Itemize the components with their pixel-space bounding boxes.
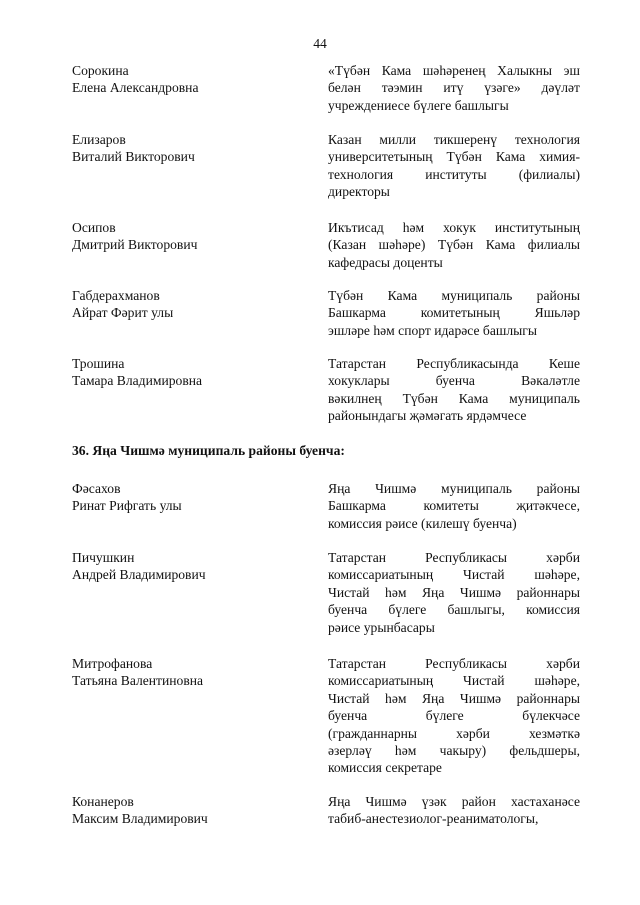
- role-line: эшләре һәм спорт идарәсе башлыгы: [328, 322, 537, 338]
- role-line: технология институты (филиалы): [328, 166, 580, 182]
- position-description: [328, 480, 580, 532]
- position-description: [328, 355, 580, 425]
- role-line: буенча бүлеге бүлекчәсе: [328, 708, 580, 724]
- role-line: Икътисад һәм хокук институтының: [328, 220, 580, 235]
- role-line: Яңа Чишмә үзәк район хастаханәсе: [328, 794, 580, 809]
- role-line: Башкарма комитеты җитәкчесе,: [328, 498, 580, 514]
- person-name: [72, 793, 302, 828]
- role-line: Татарстан Республикасы хәрби: [328, 656, 580, 671]
- role-line: директоры: [328, 184, 390, 200]
- role-line: буенча бүлеге башлыгы, комиссия: [328, 602, 580, 618]
- surname: Конанеров: [72, 794, 134, 809]
- role-line: комиссариатының Чистай шәһәре,: [328, 567, 580, 583]
- surname: Сорокина: [72, 63, 129, 78]
- role-line: университетының Түбән Кама химия-: [328, 149, 580, 165]
- given-names: Максим Владимирович: [72, 811, 208, 827]
- role-line: әзерләү һәм чакыру) фельдшеры,: [328, 743, 580, 759]
- surname: Габдерахманов: [72, 288, 160, 303]
- role-line: «Түбән Кама шәһәренең Халыкны эш: [328, 63, 580, 78]
- given-names: Андрей Владимирович: [72, 567, 206, 583]
- role-line: (гражданнарны хәрби хезмәткә: [328, 725, 580, 741]
- given-names: Виталий Викторович: [72, 149, 195, 165]
- role-line: белән тәэмин итү үзәге» дәүләт: [328, 80, 580, 96]
- section-heading: 36. Яңа Чишмә муниципаль районы буенча:: [72, 443, 345, 458]
- given-names: Айрат Фәрит улы: [72, 305, 174, 321]
- person-name: [72, 219, 302, 254]
- position-description: [328, 793, 580, 828]
- person-name: [72, 480, 302, 515]
- role-line: комиссия секретаре: [328, 760, 442, 776]
- person-name: [72, 355, 302, 390]
- given-names: Елена Александровна: [72, 80, 199, 96]
- surname: Елизаров: [72, 132, 126, 147]
- role-line: учреждениесе бүлеге башлыгы: [328, 97, 509, 113]
- role-line: Татарстан Республикасы хәрби: [328, 550, 580, 565]
- surname: Митрофанова: [72, 656, 153, 671]
- role-line: Татарстан Республикасында Кеше: [328, 356, 580, 371]
- role-line: кафедрасы доценты: [328, 254, 443, 270]
- role-line: Түбән Кама муниципаль районы: [328, 288, 580, 303]
- role-line: Чистай һәм Яңа Чишмә районнары: [328, 690, 580, 706]
- role-line: хокуклары буенча Вәкаләтле: [328, 373, 580, 389]
- role-line: (Казан шәһәре) Түбән Кама филиалы: [328, 237, 580, 253]
- position-description: [328, 62, 580, 114]
- role-line: вәкилнең Түбән Кама муниципаль: [328, 390, 580, 406]
- person-name: [72, 287, 302, 322]
- given-names: Татьяна Валентиновна: [72, 673, 204, 689]
- surname: Трошина: [72, 356, 125, 371]
- person-name: [72, 62, 302, 97]
- position-description: [328, 219, 580, 271]
- role-line: Чистай һәм Яңа Чишмә районнары: [328, 584, 580, 600]
- given-names: Тамара Владимировна: [72, 373, 203, 389]
- person-name: [72, 655, 302, 690]
- position-description: [328, 287, 580, 339]
- role-line: Башкарма комитетының Яшьләр: [328, 305, 580, 321]
- role-line: комиссия рәисе (килешү буенча): [328, 515, 517, 531]
- position-description: [328, 655, 580, 777]
- position-description: [328, 549, 580, 636]
- role-line: рәисе урынбасары: [328, 619, 435, 635]
- position-description: [328, 131, 580, 201]
- role-line: табиб-анестезиолог-реаниматологы,: [328, 811, 539, 827]
- given-names: Дмитрий Викторович: [72, 237, 198, 253]
- person-name: [72, 131, 302, 166]
- surname: Осипов: [72, 220, 116, 235]
- role-line: Яңа Чишмә муниципаль районы: [328, 481, 580, 496]
- surname: Фәсахов: [72, 481, 121, 496]
- surname: Пичушкин: [72, 550, 135, 565]
- page-number: 44: [313, 36, 327, 51]
- role-line: Казан милли тикшеренү технология: [328, 132, 580, 147]
- given-names: Ринат Рифгать улы: [72, 498, 182, 514]
- person-name: [72, 549, 302, 584]
- role-line: районындагы җәмәгать ярдәмчесе: [328, 408, 527, 424]
- role-line: комиссариатының Чистай шәһәре,: [328, 673, 580, 689]
